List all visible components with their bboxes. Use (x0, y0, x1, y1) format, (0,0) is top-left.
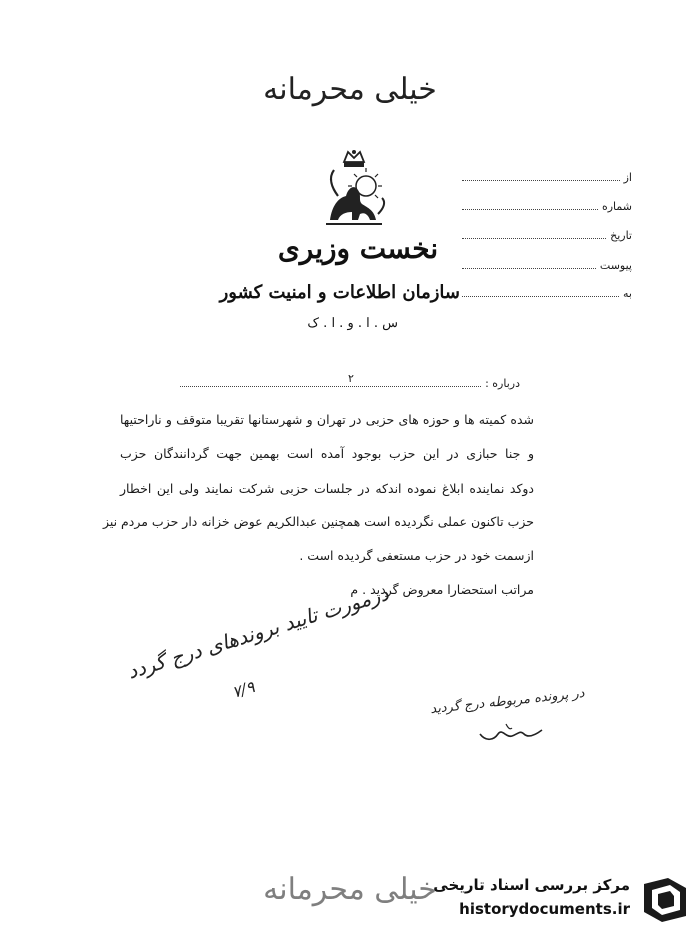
archive-watermark (426, 870, 696, 928)
watermark-url: historydocuments.ir (459, 900, 630, 918)
field-label: از (623, 171, 632, 184)
field-label: تاریخ (610, 229, 632, 242)
signature-icon (476, 716, 548, 746)
field-dotted-line (462, 238, 606, 239)
body-line: و جنا حبازی در این حزب بوجود آمده است بهمین جهت گردانندگان حزب (120, 446, 534, 461)
body-line: مراتب استحضارا معروض گردید . م (350, 582, 534, 597)
field-dotted-line (462, 268, 596, 269)
subject-number: ۲ (348, 372, 354, 385)
field-number (462, 195, 632, 213)
org-code: س . ا . و . ا . ک (307, 316, 398, 331)
handwritten-note-number: ۷/۹ (229, 677, 257, 702)
watermark-title: مرکز بررسی اسناد تاریخی (433, 876, 630, 894)
subject-dotted-line (180, 386, 481, 387)
body-line: شده کمیته ها و حوزه های حزبی در تهران و شهرستانها تقریبا متوقف و ناراحتیها (120, 412, 534, 427)
org-security-agency: سازمان اطلاعات و امنیت کشور (219, 282, 460, 303)
field-label: پیوست (599, 259, 632, 272)
field-date (462, 224, 632, 242)
field-from (462, 166, 632, 184)
handwritten-note-right: در پرونده مربوطه درج گردید (429, 685, 586, 718)
lion-and-sun-emblem-icon (318, 148, 390, 232)
field-to (462, 282, 632, 300)
org-prime-ministry: نخست وزیری (277, 232, 439, 265)
classification-header: خیلی محرمانه (263, 72, 437, 107)
subject-label: درباره : (485, 377, 520, 390)
handwritten-note-left: درمورت تایید بروندهای درج گردد (124, 581, 392, 684)
subject-line (180, 374, 520, 390)
field-dotted-line (462, 180, 620, 181)
field-dotted-line (462, 209, 598, 210)
archive-logo-icon (638, 874, 692, 924)
field-attachment (462, 254, 632, 272)
body-line: دوکد نماینده ابلاغ نموده اندکه در جلسات حزبی شرکت نمایند ولی این اخطار (120, 481, 534, 496)
field-label: شماره (601, 200, 632, 213)
classification-footer: خیلی محرمانه (263, 872, 437, 907)
body-line: حزب تاکنون عملی نگردیده است همچنین عبدالکریم عوض خزانه دار حزب مردم نیز (102, 514, 534, 529)
field-label: به (623, 287, 632, 300)
body-line: ازسمت خود در حزب مستعفی گردیده است . (299, 548, 534, 563)
field-dotted-line (462, 296, 619, 297)
